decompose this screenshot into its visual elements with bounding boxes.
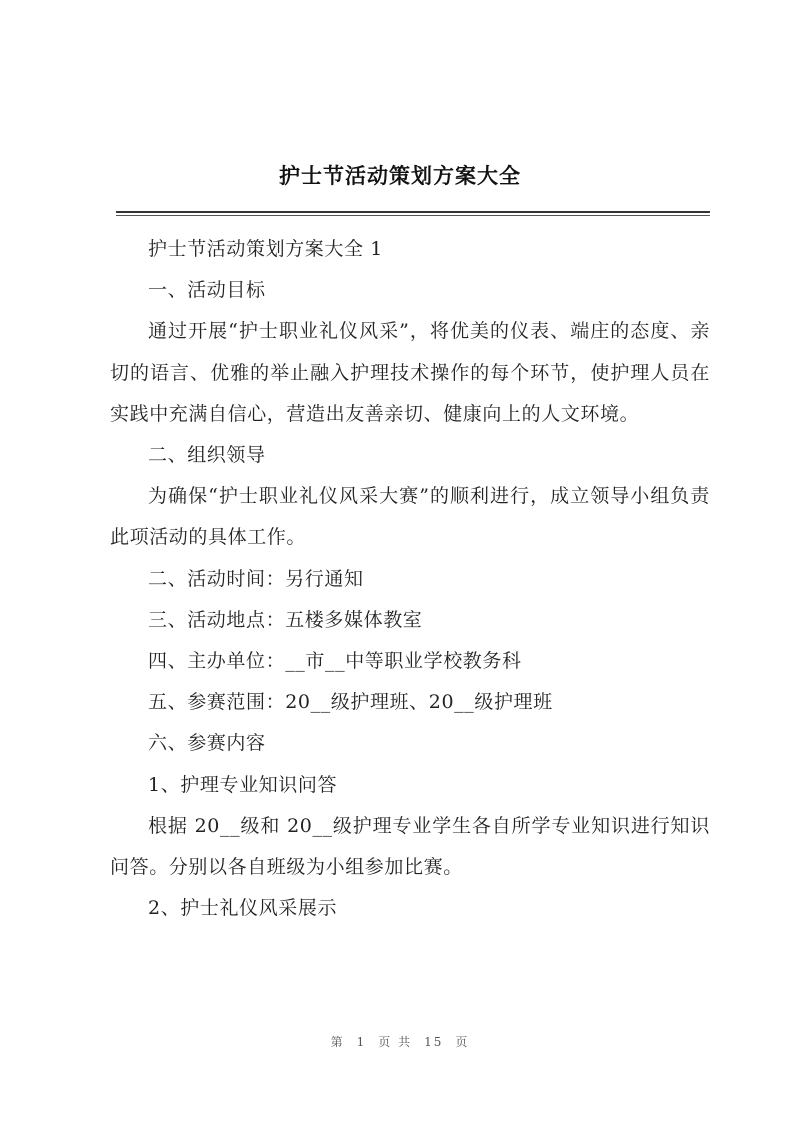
footer-label-of: 页 共 (378, 1035, 413, 1049)
paragraph-organization: 为确保“护士职业礼仪风采大赛”的顺利进行，成立领导小组负责此项活动的具体工作。 (110, 485, 710, 549)
subheading-etiquette: 2、护士礼仪风采展示 (148, 897, 338, 920)
paragraph-goal: 通过开展“护士职业礼仪风采”，将优美的仪表、端庄的态度、亲切的语言、优雅的举止融入护理技术操作的每个环节，使护理人员在实践中充满自信心，营造出友善亲切、健康向上的人文环境。 (110, 320, 710, 425)
heading-content: 六、参赛内容 (148, 732, 266, 755)
heading-organization: 二、组织领导 (148, 444, 266, 467)
paragraph-subtitle: 护士节活动策划方案大全 1 (148, 238, 383, 260)
document-body (110, 229, 710, 929)
title-rule-thin (116, 215, 710, 216)
document-title: 护士节活动策划方案大全 (279, 164, 521, 188)
item-time: 二、活动时间：另行通知 (148, 567, 364, 590)
title-rule (116, 211, 710, 213)
page-footer (0, 1033, 800, 1050)
subheading-knowledge: 1、护理专业知识问答 (148, 773, 338, 796)
footer-total-pages: 15 (424, 1035, 444, 1049)
footer-current-page: 1 (356, 1035, 367, 1049)
heading-goal: 一、活动目标 (148, 279, 266, 302)
paragraph-knowledge: 根据 20__级和 20__级护理专业学生各自所学专业知识进行知识问答。分别以各自班级为小组参加比赛。 (110, 814, 710, 879)
item-organizer: 四、主办单位：__市__中等职业学校教务科 (148, 650, 522, 673)
footer-label-end: 页 (455, 1035, 470, 1049)
footer-label-page: 第 (330, 1035, 345, 1049)
item-location: 三、活动地点：五楼多媒体教室 (148, 608, 423, 631)
item-scope: 五、参赛范围：20__级护理班、20__级护理班 (148, 691, 553, 714)
